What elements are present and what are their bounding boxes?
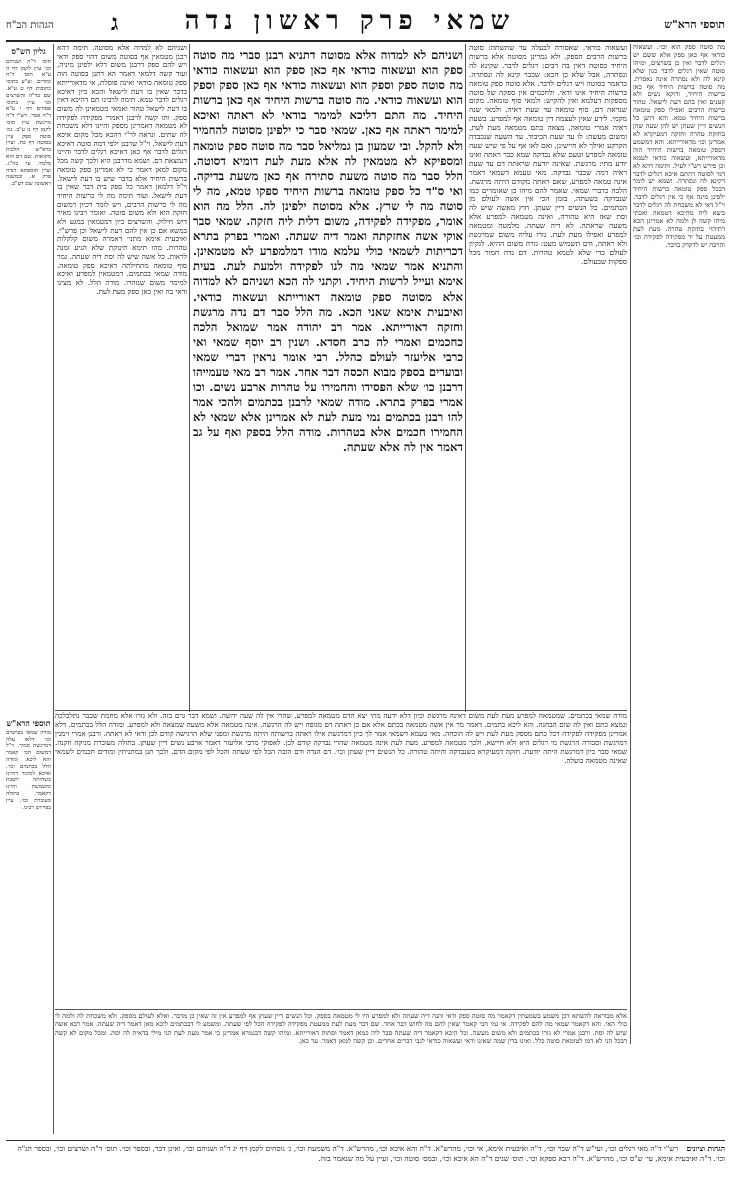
tosafot-harosh-lower-text: מודה שמאי בכתמים וכו׳ דלאו עלה דמרגשת סמיך. וי"ל דמשום הכי קאמר והא ליכא. ומודה הלל בכתמים וכו׳. ואיכא למימר דהיינו כשהיתה יושבת ומשמשת והיינו דקאמר. בתולה מעוברת וכו׳. עיין בפירוש רבינו. (6, 729, 51, 811)
rashi-continuation (55, 712, 627, 1008)
footer-text: רש"י ד"ה מאי רגלים וכו׳, ועי"ש ד"ה שבר וכו׳, ד"ה ואיבעית אימא, אי וכו׳, מהרש"א. ד"ה והא איכא וכו׳, מהרש"א. ד"ה משמעת וכו׳, ג׳ נוסחים לקמן דף יג ד"ה ושניהם וכו׳, ואינן דבר, ובספר וכו׳. תוס׳ ד"ה ושרצים וכו׳, ובספר הג"ה וכו׳. ד"ה ואיבעית אימא, עי׳ ש"ס וכו׳, מהרש"א. ד"ה רבא ספקא וכו׳. תוס׳ שנים ד"ה הא איכא וכו׳, ובמס׳ סוטה וכו׳, ועיין על מה שנאמר בזה. (17, 1144, 725, 1163)
column-divider (53, 44, 54, 1134)
page-title: שמאי פרק ראשון נדה (184, 6, 515, 36)
column-divider (465, 44, 466, 712)
tosafot-column (57, 44, 187, 714)
gemara-text: ושניהם לא למדוה אלא מסוטה דתניא רבנן סברי מה סוטה ספק הוא ועשאוה כודאי אף כאן ספק הוא ועשאוה כודאי מה סוטה ספק וספק הוא ועשאוה כודאי אף כאן ספק וספק הוא ועשאוה כודאי. מה סוטה ברשות היחיד אף כאן ברשות היחיד. מה התם דליכא למימר בודאי לא ראתה ואיכא למימר ראתה אף כאן. שמאי סבר כי ילפינן מסוטה להחמיר ולא להקל. ובי שמעון בן גמליאל סבר מה סוטה ספק טומאה ומספיקא לא מטמאין לה אלא מעת לעת דומיא דסוטה. הלל סבר מה סוטה משעת סתירה אף כאן משעת בדיקה. ואי ס"ד כל ספק טומאה ברשות היחיד ספקו טמא, מה לי סוטה מה לי שרץ. אלא מסוטה ילפינן לה. הלל מה הוא אומר, מפקידה לפקידה, משום דלית ליה חזקה. שמאי סבר אוקי אשה אחזקתה ואמר דיה שעתה. ואמרי בפרק בתרא דכריתות לשמאי כולי עלמא מודו דמלמפרע לא מטמאינן. והתניא אמר שמאי מה לנו לפקידה ולמעת לעת. בעית אימא ועייל לרשות היחיד. וקתני לה הכא ושניהם לא למדוה אלא מסוטה ספק טומאה דאורייתא ועשאוה כודאי. ואיבעית אימא שאני הכא. מה הלל סבר דם נדה מרגשת וחזקה דאורייתא. אמר רב יהודה אמר שמואל הלכה כחכמים ואמרי לה כרב חסדא. ושנין רב יוסף שמאי ואי כרבי אליעזר לעולם כהלל. רבי אומר נראין דברי שמאי ובוערים בספק מבוא הכסה דבר אחר. אמר רב מאי טעמייהו דרבנן כו׳ שלא הפסידו והחמירו על טהרות ארבע נשים. וכו אמרי בפרק בתרא. מודה שמאי לרבנן בכתמים ולהכי אמר להו רבנן בכתמים נמי מעת לעת לא אמרינן אלא שמאי לא החמירו חכמים אלא בטהרות. מודה הלל בספק ואף על גב דאמר אין לה אלא שעתה. (193, 48, 463, 455)
gilyon-hashas-text: תוס׳ ד"ה ושניהם וכו׳ עיין לקמן דף ה ע"א תוס׳ ד"ה ומודים. וע"ע בתוס׳ כתובות דף ט ע"א. שם בד"ה והשרצים וכו׳ עיין בתוס׳ פסחים דף י ע"א ד"ה אמר. רש"י ד"ה מרגשת עיין תוס׳ לקמן דף נז ע"ב. גמ׳ סוטה ספק עיין בסוטה דף כח. ועיין ברא"ש הלכות מקואות. שם דם הוא מלמד. עי׳ בה"ג. ועיין תוספתא דנדה פרק א. ובמשנה ראשונה שם דע"ב. (6, 58, 51, 188)
column-divider (189, 44, 190, 712)
rashi-continuation-text: מודה שמאי בכתמים. שמטמאה למפרע מעת לעת משום דאינה מרגשת וכיון דלא ידעה מתי יצא הדם מטמאה למפרע, שהרי אין לה שעה ידועה. ושמא דבר גרם בזה. ולא גזרו אלא מחמת שכבר נתלכלכה ונמצא כתם ואין לה שום הבחנה. והא ליכא כתמים. דאמר מר אין אשה מטמאה בכתם אלא אם כן ראתה דם מגופה ויש לה הרגשה. אינה מטמאה אלא משעה שמצאה ולא למפרע. ומודה הלל בכתמים. דלא אמרינן מפקידה לפקידה דכל כתם מספק מעת לעת ויש לה הוכחה. מאי טעמא דשמאי אמר לך כיון דמרגשת אילו ראתה ברשותה היתה מרגשת ומפני שלא הרגישה קודם לכן ודאי לא ראתה. ורבנן אמרי זימנין דמרגשת וסבורה הרגשת מי רגלים היא ולא חיישא, ולכך מטמאה למפרע. מעת לעת אינה מטמאה שהרי נבדקה קודם לכן. לאפוקי מרבי אליעזר דאמר ארבע נשים דיין שעתן. בתולה מעוברת מניקה וזקנה. שמאי סבר כיון דמרגשת היתה יודעת. חזקה דמעיקרא כשנבדקה והיתה טהורה. כל הנשים דיין שעתן וכו׳. דם הנדה ודם הזבה הכל לפי שעתה והכל לפי מקום הדם. ולכך תנן במתניתין ומודים חכמים לשמאי שאינה מטמאה בועלה. (55, 712, 627, 765)
running-header (6, 6, 725, 40)
lower-commentary (55, 1012, 627, 1134)
column-divider (630, 44, 631, 1044)
footer-label: הגהות וציונים (686, 1144, 725, 1153)
gemara-column (193, 48, 463, 658)
footer-notes (6, 1140, 725, 1183)
rashi-column (469, 44, 627, 712)
gilyon-hashas-title: גליון הש"ס (11, 46, 46, 56)
lower-commentary-text: אלא מבוראה להשתא דכן משמע בשמעתין דקאמר מה סוטה ספק ודאי והנה דיה שעתה ולא למפרע היו לי מטמאה בספק. וכל הנשים דיין שעתן אף למפרע אין זה שאין כן מדבר. ואלא לעולם מספק. ולא משכחת לה ולמה לי כולי האי. והא דקאמר שמאי מה להם לפקידה. אי נמי הכי קאמר שאין להם מה לחוש דבר אחר. שם דבר מעת לעת ממעטת מפקידה לפקידה הכל לפי שעתה. ומשמע לי דבכתמים ליכא מאן דאמר דיה שעתה. אמר רבא אשה שיש לה וסת. ורבנן אמרי לא גזרו בכתמים ולא משום מעשה. וכל היכא דקאמר דיה שעתה סבר ליה כמאן דאמר וסתות דאורייתא. ומיהו קשה דבגמרא אמרינן כי אמר מעת לעת הני מילי בדאית לה וסת. ומכל מקום לא קשה דבכל הני לא דמו לטומאת סוטה כלל. ואינו בדין שמה שאינו ודאי ועשאוה כודאי לגבי דברים אחרים. וכן קשה למאן דאמר. עד כאן. (55, 1012, 627, 1046)
tosafot-harosh-lower-title: תוספי הרא"ש (6, 720, 51, 728)
header-rule (6, 40, 725, 42)
tosafot-text: ושניהם לא למדוה אלא מסוטה. תימה דהא רבנן מטמאין אף בסוטה משום דהוי ספק ודאי ויש להם ספק דרבנן משום דלא ילפינן מיניה, ועוד קשה דלמאי דאמר הא דתנן בסוטה הוה ספק טומאה כודאי ואינה פוסלת, אי מדאורייתא בדבר שאין בו דעת לישאל והכא כיון דאיכא רגלים לדבר טמא. תימה לרבינו תם דהיכא דאין בו דעת לישאל טהור ואמאי מטמאינן לה משום ספק. ותו קשה לרבנן דאמרי מפקידה לפקידה לא מטמאה דאמרינן מספק והיינו דלא משכחת לה שתים. ונראה לר"י דהכא מכל מקום איכא דעת לישאל. וי"ל שרבנן ילפי דמה סוטה דאיכא רגלים לדבר אף כאן דאיכא רגלים לדבר והיינו דנמצאת דם. ושמא מדרבנן היא ולכך קשה מכל מקום למאן דאמר כי לא אמרינן ספק טומאה ברשות היחיד אלא בדבר שיש בו דעת לישאל. וי"ל דלמאן דאמר כל ספק בית דבר שאין בו דעת לישאל. ועוד תימה מה לי כרשות היחיד מה לי כרשות הרבים, ויש לומר דכיון דמשום חזקה הוא ולא משום סוטה. ואומר רבינו מאיר דיש חילוק. והשרצים כיון דמטמאין במגע ולא במשא אם כן אין להם דעת לישאל וכן פרש"י. ואיבעית אימא מתני׳ דאמרה משום קלקלות טהרות. מהו תימא תינוקת שלא הגיע זמנה לראות. כל אשה שיש לה וסת דיה שעתה. גמר סוף טומאה מתחילתה דאיכא ספק טומאה. מודה שמאי בכתמים. דמטמאין למפרע ואיכא למימר משום שנזהרו. מודה הלל. לא מצינו ודאי בה ואין כאן ספק מעת לעת. (57, 44, 187, 296)
tosafot-harosh-column (633, 44, 725, 1044)
section-divider (55, 710, 627, 711)
page-folio-letter: ג (111, 10, 119, 36)
tosafot-harosh-text: מה סוטה ספק הוא וכו׳. ועשאוה כודאי אף כאן ספק אלא ששם יש רגלים לדבר ואין כן בשרצים, ומיהו סוטה שאין רגלים לדבר כגון שלא קינא לה ולא נסתרה אינה נאסרת. מה סוטה ברשות היחיד אף כאן ברשות היחיד, ודוקא נשים ולא קטנים ואין בהם דעת לישאל. טהור ברשות הרבים ואפילו ספק טומאה ברשות היחיד טמא. והא דתנן כל הנשים דיין שעתן יש להן שעה שהן בחזקת טהרה וחזקה דמעיקרא לא אמרינן וכו׳ מדאורייתא. והא דמשמע דספק טומאה ברשות היחיד הוה מדאורייתא, ועשאוה כודאי לטמא וכן פירש רש"י לעיל. ותימה דהא לא דמי לסוטה דהתם איכא רגלים לדבר דקינא לה ונסתרה. ושמא יש לומר דבכל ספק טומאה ברשות היחיד ילפינן מינה אף כי אין רגלים לדבר. וי"ל דאי לא משכחת לה רגלים לדבר ביצא ליה מהיכא דטמאה ואכתי מיהו קשה לן ולמה לא אמרינן הכא דתיהוי בחזקת טהרה. מעת לעת ממעטת על יד מפקידה לפקידה וכו׳ והרבה יש לדקדק בדבר. (633, 44, 725, 249)
rashi-text: ועשאוה כודאי. שאסורה לבעלה עד שתשתה: סוטה כרשות הרבים הספק. ולא גמרינן מסוטה אלא ברשות היחיד כסוטה דאין בה רבים: רגלים לדבר. שקינא לה ונסתרה, אבל שלא כן הכא: שכבר קינא לה ונסתרה. כדאמר בסוטה ויש רגלים לדבר. אלא סוטה ספק טומאה ברשות היחיד אינו ודאי. ולחכמים אין ספקה של סוטה מספקות דעלמא ואין להקיש: ולמאי סוף טומאה. מקום שנראה דם, סוף טומאה עד שעת ראיה. ולמאי שנה מקמי. לידע שאין לעצמה דין טומאה אף למפרע. בשעת ראיה אמרי טומאה, מצאה כתם מטמאה מעת לעת, ומשום מעשה: לו עד שעת הכיבוד. עד השעה שנכבדה הקרקע ואילך לא חיישינן, ואם לאו אף על פי שיש שעה טומאה למפרע וטעם שלא נבדקה שמא כבר ראתה ואינו יודע מתי: מרגשת. שאינה יודעת שראתה דם עד שעת ראיה דמה שכבר נבדקה. מאי טעמא דשמאי דאמר אינה טמאה למפרע, שאם ראתה מקודם היתה מרגשת. הלכה כדברי שמאי. שאמר להם מיהו כן שאומרים כמו שנבדקה בשעתה, בזמן הכי אין אשה לעולם מן הכתמים. כל הנשים דיין שעתן. חוץ מאשה שיש לה וסת שאז היא טהורה, ואינה מטמאה למפרע אלא משעה שראתה. לא דיה שעתה. מלמטה ומטמאה למפרע ואפילו מעת לעת. גזרו עליה משום שמרגשת ולא ראתה, ודם תשמיש מעט: גזרה משום ההיא. לנקיון לעולם כדי שלא לטמא טהרות. דם נדה חמור מכל ספקות שבעולם. (469, 44, 627, 266)
header-tosafot-harosh-label: תוספי הרא"ש (664, 18, 725, 31)
section-divider (55, 1009, 627, 1010)
tosafot-harosh-lower (6, 720, 51, 1010)
gilyon-hashas-column (6, 44, 51, 714)
header-hagahot-label: הגהות הב"ח (6, 20, 54, 31)
